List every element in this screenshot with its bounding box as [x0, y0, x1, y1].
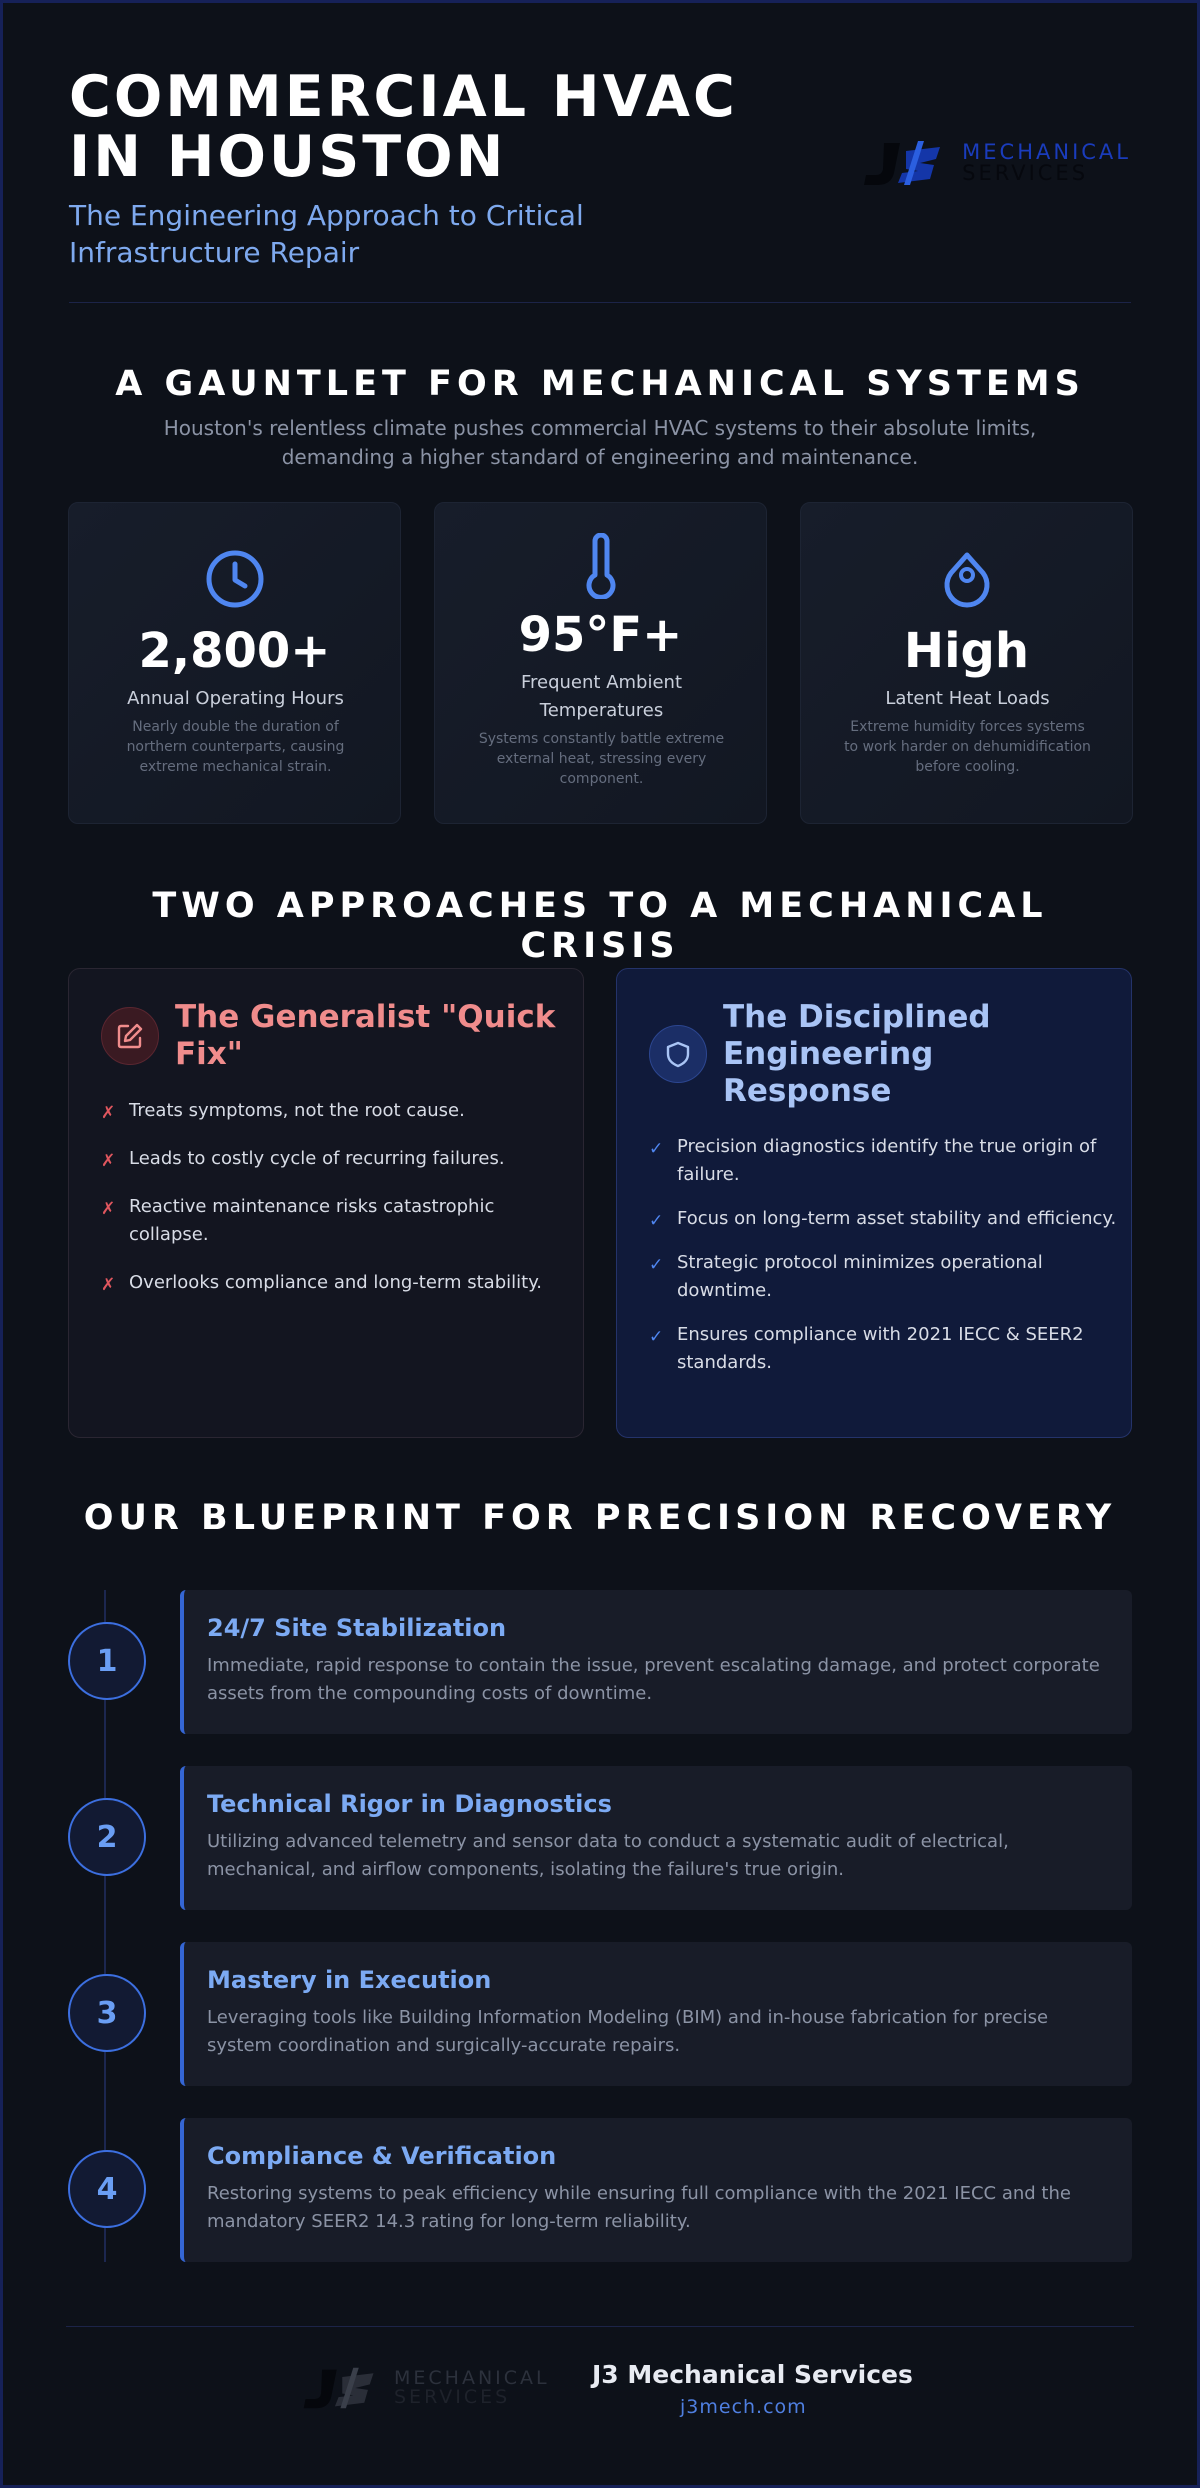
stat-label: Frequent Ambient Temperatures — [520, 672, 683, 721]
disciplined-list — [649, 1133, 1119, 1377]
stat-value: 95°F+ — [518, 607, 683, 663]
list-item: ✓ Ensures compliance with 2021 IECC & SEER2 standards. — [649, 1324, 1084, 1373]
step-number: 3 — [68, 1974, 146, 2052]
cross-icon: ✗ — [101, 1199, 116, 1219]
step-number: 2 — [68, 1798, 146, 1876]
logo-word-services: SERVICES — [394, 2386, 511, 2408]
step-title: 24/7 Site Stabilization — [207, 1614, 507, 1642]
stat-card-operating-hours — [68, 502, 401, 824]
check-icon: ✓ — [649, 1211, 664, 1231]
step-description: Leveraging tools like Building Information Modeling (BIM) and in-house fabrication for precise system coordination and surgically-accurate repairs. — [207, 2007, 1049, 2056]
step-number: 4 — [68, 2150, 146, 2228]
list-item: ✓ Focus on long-term asset stability and efficiency. — [649, 1205, 1119, 1233]
list-item: ✗ Treats symptoms, not the root cause. — [101, 1097, 561, 1125]
gauntlet-description: Houston's relentless climate pushes commercial HVAC systems to their absolute limits, demanding a higher standard of engineering and maintenance. — [163, 416, 1037, 469]
step-title: Compliance & Verification — [207, 2142, 557, 2170]
stat-card-temperatures — [434, 502, 767, 824]
stat-card-heat-loads — [800, 502, 1133, 824]
page-subtitle: The Engineering Approach to Critical Infrastructure Repair — [69, 199, 584, 269]
generalist-card — [68, 968, 584, 1438]
cross-icon: ✗ — [101, 1275, 116, 1295]
logo-word-mechanical: MECHANICAL — [394, 2367, 550, 2389]
list-item: ✓ Precision diagnostics identify the true origin of failure. — [649, 1136, 1097, 1185]
list-item: ✓ Strategic protocol minimizes operational downtime. — [649, 1252, 1043, 1301]
step-card-2 — [180, 1766, 1132, 1910]
stat-value: 2,800+ — [138, 623, 331, 679]
company-logo — [860, 137, 1131, 189]
header — [69, 3, 1131, 303]
step-card-3 — [180, 1942, 1132, 2086]
stat-value: High — [903, 623, 1030, 679]
list-item: ✗ Overlooks compliance and long-term stability. — [101, 1269, 561, 1297]
check-icon: ✓ — [649, 1139, 664, 1159]
footer-logo-wordmark — [394, 2369, 550, 2407]
logo-word-mechanical: MECHANICAL — [962, 140, 1131, 164]
step-title: Mastery in Execution — [207, 1966, 492, 1994]
stat-label: Latent Heat Loads — [885, 688, 1050, 709]
cross-icon: ✗ — [101, 1151, 116, 1171]
stat-note: Extreme humidity forces systems to work harder on dehumidification before cooling. — [844, 719, 1091, 775]
thermometer-icon — [435, 533, 766, 599]
stat-note: Systems constantly battle extreme external heat, stressing every component. — [478, 731, 725, 787]
step-description: Utilizing advanced telemetry and sensor data to conduct a systematic audit of electrical, mechanical, and airflow components, isolating the failure's true origin. — [207, 1831, 1009, 1880]
page-title — [69, 64, 829, 190]
generalist-list — [101, 1097, 561, 1297]
gauntlet-title: A GAUNTLET FOR MECHANICAL SYSTEMS — [115, 364, 1085, 404]
step-description: Restoring systems to peak efficiency while ensuring full compliance with the 2021 IECC and the mandatory SEER2 14.3 rating for long-term reliability. — [207, 2183, 1071, 2232]
title-line-1: COMMERCIAL HVAC — [69, 64, 738, 130]
shield-icon — [649, 1025, 707, 1083]
step-title: Technical Rigor in Diagnostics — [207, 1790, 612, 1818]
j3-logo-mark-icon — [860, 137, 958, 189]
check-icon: ✓ — [649, 1255, 664, 1275]
step-card-4 — [180, 2118, 1132, 2262]
footer-company-name: J3 Mechanical Services — [592, 2360, 913, 2389]
footer-website-link[interactable]: j3mech.com — [680, 2396, 807, 2418]
list-item: ✗ Leads to costly cycle of recurring failures. — [101, 1145, 561, 1173]
approaches-title: TWO APPROACHES TO A MECHANICAL CRISIS — [152, 886, 1048, 966]
j3-logo-mark-icon — [300, 2364, 390, 2412]
stat-label: Annual Operating Hours — [127, 688, 344, 709]
cross-icon: ✗ — [101, 1103, 116, 1123]
footer-divider — [66, 2326, 1134, 2327]
step-card-1 — [180, 1590, 1132, 1734]
step-number: 1 — [68, 1622, 146, 1700]
footer-logo — [300, 2364, 550, 2412]
blueprint-title: OUR BLUEPRINT FOR PRECISION RECOVERY — [83, 1498, 1117, 1538]
title-line-2: IN HOUSTON — [69, 124, 507, 190]
logo-word-services: SERVICES — [962, 161, 1089, 185]
list-item: ✗ Reactive maintenance risks catastrophic collapse. — [101, 1196, 495, 1245]
check-icon: ✓ — [649, 1327, 664, 1347]
disciplined-heading: The Disciplined Engineering Response — [723, 999, 991, 1109]
logo-wordmark — [962, 142, 1131, 184]
step-description: Immediate, rapid response to contain the issue, prevent escalating damage, and protect corporate assets from the compounding costs of downtime. — [207, 1655, 1100, 1704]
stat-note: Nearly double the duration of northern counterparts, causing extreme mechanical strain. — [126, 719, 345, 775]
clock-icon — [69, 549, 400, 609]
droplet-icon — [801, 551, 1132, 609]
edit-icon — [101, 1007, 159, 1065]
disciplined-card — [616, 968, 1132, 1438]
generalist-heading: The Generalist "Quick Fix" — [175, 999, 556, 1072]
